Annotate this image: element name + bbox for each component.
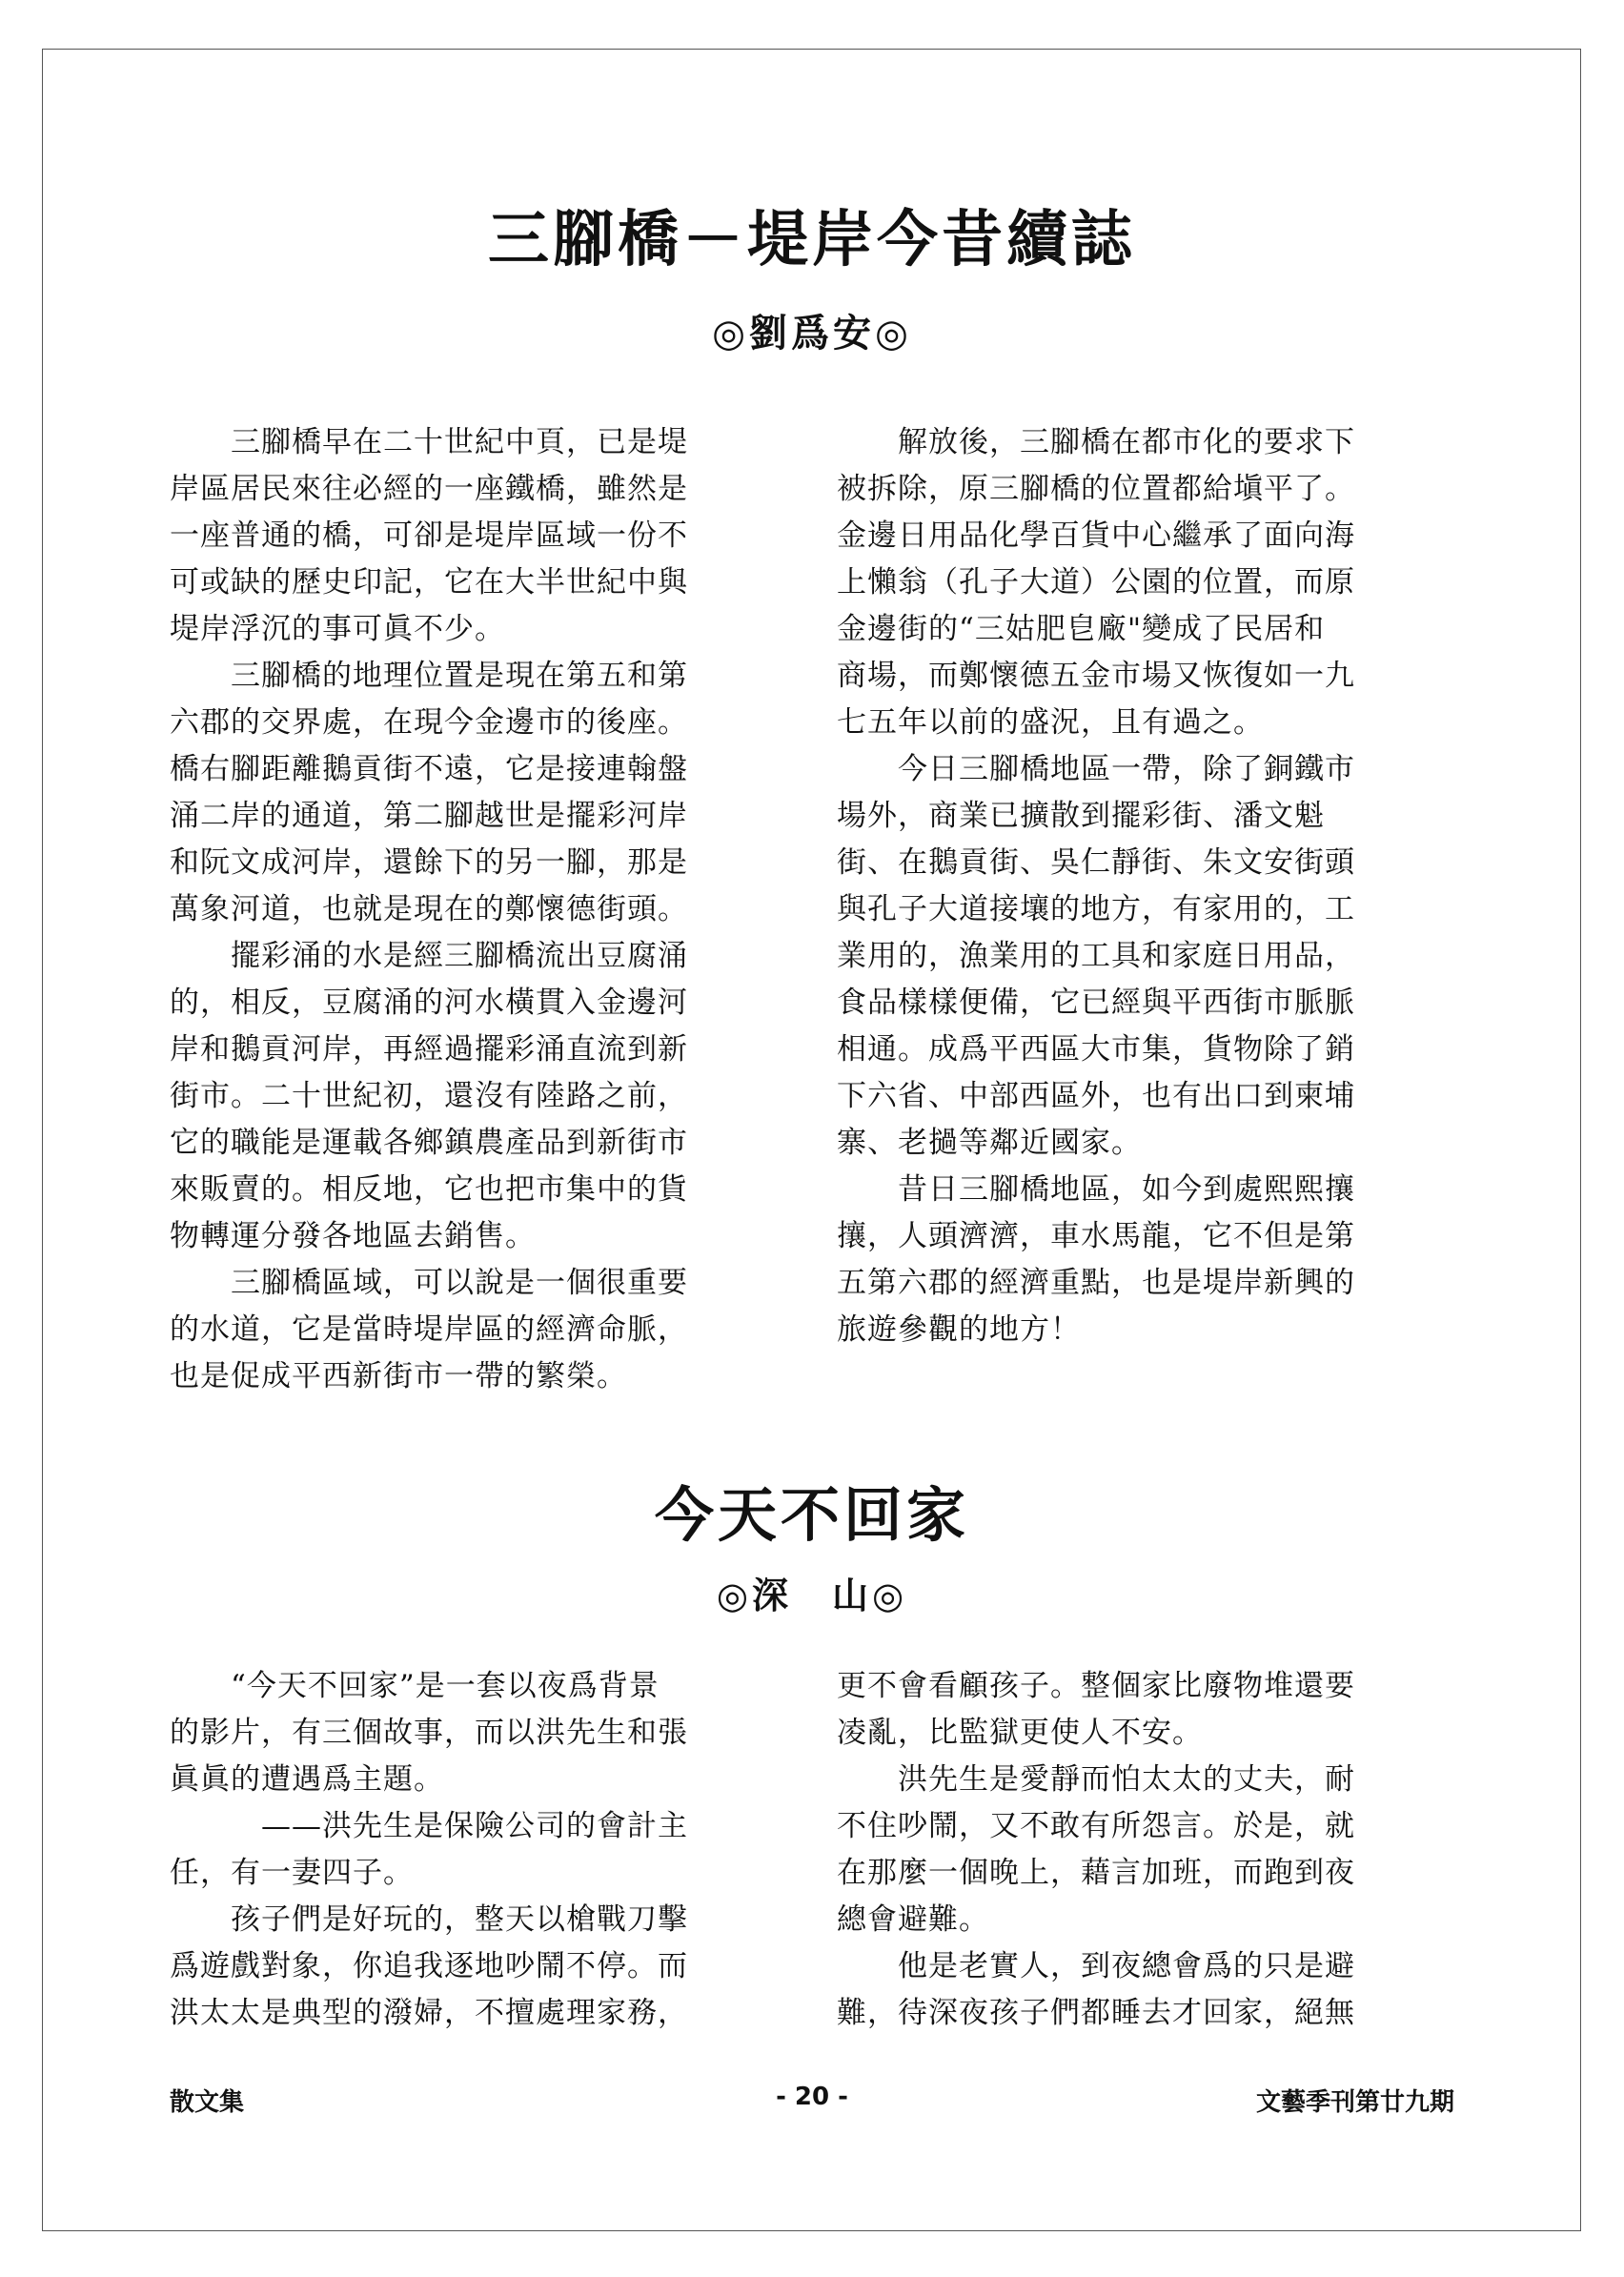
text-line: 街市。二十世紀初，還沒有陸路之前， [170, 1079, 688, 1113]
text-line: 上懶翁（孔子大道）公園的位置，而原 [837, 565, 1355, 600]
text-line: 六郡的交界處，在現今金邊市的後座。 [170, 705, 688, 740]
text-line: 一座普通的橋，可卻是堤岸區域一份不 [170, 518, 688, 553]
text-line: 寨、老撾等鄰近國家。 [837, 1126, 1142, 1160]
text-line: 洪太太是典型的潑婦，不擅處理家務， [170, 1996, 688, 2030]
text-line: 孩子們是好玩的，整天以槍戰刀擊 [170, 1902, 688, 1937]
article2-column-left [170, 1663, 688, 2037]
text-line: 五第六郡的經濟重點，也是堤岸新興的 [837, 1266, 1355, 1300]
text-line: 不住吵鬧，又不敢有所怨言。於是，就 [837, 1809, 1355, 1843]
text-line: 昔日三腳橋地區，如今到處熙熙攘 [837, 1172, 1355, 1207]
text-line: 難，待深夜孩子們都睡去才回家，絕無 [837, 1996, 1355, 2030]
article2-author: ◎深 山◎ [716, 1574, 908, 1616]
text-line: 七五年以前的盛況，且有過之。 [837, 705, 1264, 740]
text-line: 相通。成爲平西區大市集，貨物除了銷 [837, 1032, 1355, 1067]
text-line: 在那麼一個晚上，藉言加班，而跑到夜 [837, 1856, 1355, 1890]
text-line: 萬象河道，也就是現在的鄭懷德街頭。 [170, 892, 688, 926]
text-line: 岸和鵝貢河岸，再經過擺彩涌直流到新 [170, 1032, 688, 1067]
article1-author: ◎劉爲安◎ [712, 311, 912, 356]
text-line: 凌亂，比監獄更使人不安。 [837, 1716, 1203, 1750]
text-line: ——洪先生是保險公司的會計主 [170, 1809, 688, 1843]
text-line: 金邊日用品化學百貨中心繼承了面向海 [837, 518, 1355, 553]
footer-page-number: - 20 - [776, 2083, 848, 2111]
text-line: 堤岸浮沉的事可眞不少。 [170, 612, 505, 646]
text-line: 橋右腳距離鵝貢街不遠，它是接連翰盤 [170, 752, 688, 786]
text-line: 可或缺的歷史印記，它在大半世紀中與 [170, 565, 688, 600]
text-line: 物轉運分發各地區去銷售。 [170, 1219, 536, 1253]
text-line: 旅遊參觀的地方！ [837, 1312, 1081, 1347]
text-line: 洪先生是愛靜而怕太太的丈夫，耐 [837, 1762, 1355, 1797]
footer-journal: 文藝季刊第廿九期 [1255, 2088, 1454, 2117]
article1-column-left [170, 419, 688, 1400]
text-line: “今天不回家”是一套以夜爲背景 [170, 1669, 660, 1703]
text-line: 場外，商業已擴散到擺彩街、潘文魁 [837, 799, 1325, 833]
text-line: 也是促成平西新街市一帶的繁榮。 [170, 1359, 627, 1393]
text-line: 任，有一妻四子。 [170, 1856, 414, 1890]
text-line: 下六省、中部西區外，也有出口到柬埔 [837, 1079, 1355, 1113]
article1-title: 三腳橋－堤岸今昔續誌 [488, 204, 1136, 275]
text-line: 被拆除，原三腳橋的位置都給塡平了。 [837, 472, 1355, 506]
article2-column-right [837, 1663, 1355, 2037]
text-line: 街、在鵝貢街、吳仁靜街、朱文安街頭 [837, 845, 1355, 880]
text-line: 的影片，有三個故事，而以洪先生和張 [170, 1716, 688, 1750]
text-line: 與孔子大道接壤的地方，有家用的，工 [837, 892, 1355, 926]
text-line: 爲遊戲對象，你追我逐地吵鬧不停。而 [170, 1949, 688, 1983]
text-line: 眞眞的遭遇爲主題。 [170, 1762, 444, 1797]
text-line: 金邊街的“三姑肥皀廠"變成了民居和 [837, 612, 1326, 646]
text-line: 的水道，它是當時堤岸區的經濟命脈， [170, 1312, 688, 1347]
text-line: 食品樣樣便備，它已經與平西街市脈脈 [837, 986, 1355, 1020]
text-line: 商場，而鄭懷德五金市場又恢復如一九 [837, 659, 1355, 693]
text-line: 來販賣的。相反地，它也把市集中的貨 [170, 1172, 688, 1207]
text-line: 三腳橋區域，可以說是一個很重要 [170, 1266, 688, 1300]
text-line: 它的職能是運載各鄉鎮農產品到新街市 [170, 1126, 688, 1160]
text-line: 擺彩涌的水是經三腳橋流出豆腐涌 [170, 939, 688, 973]
text-line: 三腳橋早在二十世紀中頁，已是堤 [170, 425, 688, 459]
text-line: 的，相反，豆腐涌的河水橫貫入金邊河 [170, 986, 688, 1020]
text-line: 業用的，漁業用的工具和家庭日用品， [837, 939, 1355, 973]
article2-title: 今天不回家 [654, 1480, 969, 1550]
text-line: 攘，人頭濟濟，車水馬龍，它不但是第 [837, 1219, 1355, 1253]
text-line: 更不會看顧孩子。整個家比廢物堆還要 [837, 1669, 1355, 1703]
text-line: 和阮文成河岸，還餘下的另一腳，那是 [170, 845, 688, 880]
text-line: 岸區居民來往必經的一座鐵橋，雖然是 [170, 472, 688, 506]
text-line: 三腳橋的地理位置是現在第五和第 [170, 659, 688, 693]
text-line: 他是老實人，到夜總會爲的只是避 [837, 1949, 1355, 1983]
article1-column-right [837, 419, 1355, 1353]
footer-section: 散文集 [170, 2088, 245, 2117]
text-line: 解放後，三腳橋在都市化的要求下 [837, 425, 1355, 459]
text-line: 今日三腳橋地區一帶，除了銅鐵市 [837, 752, 1355, 786]
text-line: 總會避難。 [837, 1902, 989, 1937]
text-line: 涌二岸的通道，第二腳越世是擺彩河岸 [170, 799, 688, 833]
